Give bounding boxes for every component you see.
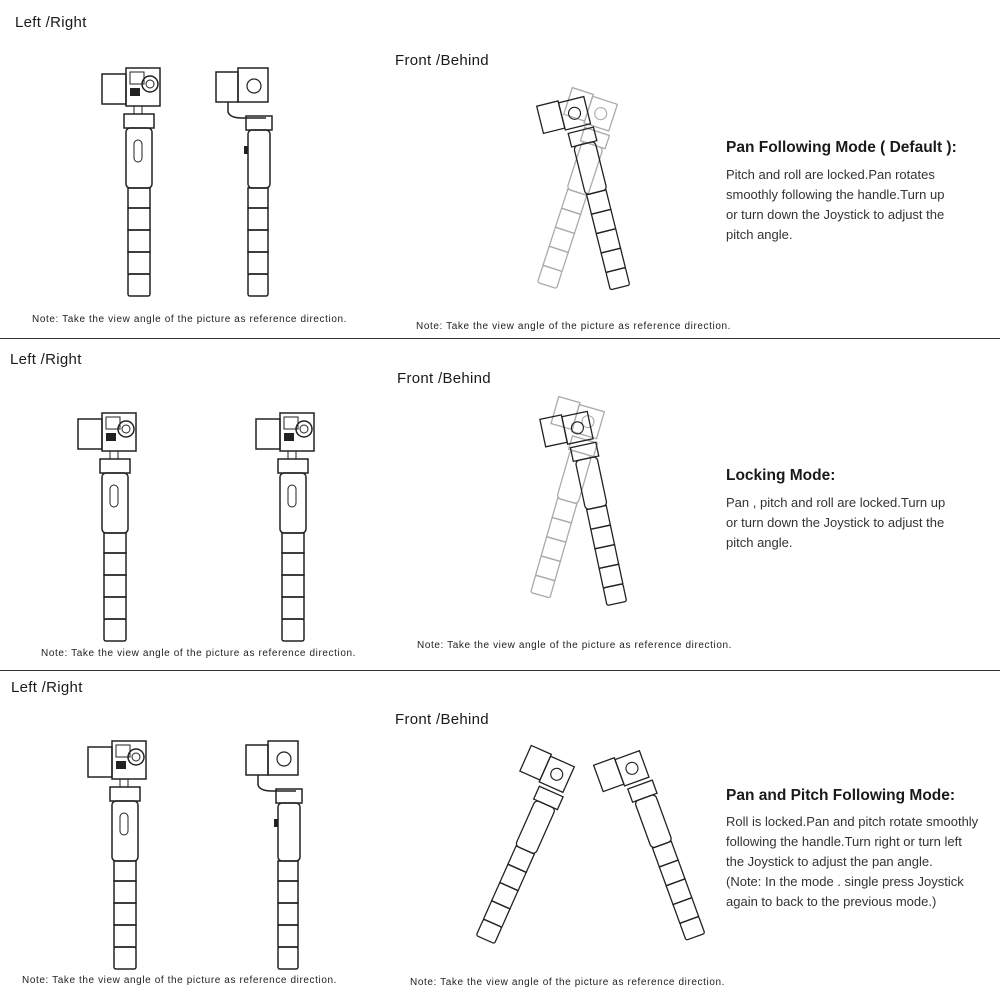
mode-description-line: Pan , pitch and roll are locked.Turn up xyxy=(726,495,946,510)
mode-description-line: (Note: In the mode . single press Joystick xyxy=(726,874,964,889)
gimbal-front-view-illustration xyxy=(100,68,170,298)
front-behind-label: Front /Behind xyxy=(397,370,491,387)
mode-section-pan-following xyxy=(0,0,1000,338)
front-behind-label: Front /Behind xyxy=(395,52,489,69)
mode-description xyxy=(726,165,998,245)
reference-note: Note: Take the view angle of the picture as reference direction. xyxy=(41,648,357,659)
gimbal-tilted-front-illustration xyxy=(560,411,620,611)
mode-description-line: or turn down the Joystick to adjust the xyxy=(726,207,945,222)
mode-description-line: again to back to the previous mode.) xyxy=(726,894,937,909)
mode-description-line: Pitch and roll are locked.Pan rotates xyxy=(726,167,935,182)
mode-description-line: pitch angle. xyxy=(726,535,793,550)
gimbal-front-view-illustration xyxy=(76,413,146,643)
gimbal-front-view-illustration xyxy=(86,741,156,971)
left-right-label: Left /Right xyxy=(10,351,82,368)
gimbal-tilted-front-illustration xyxy=(560,96,620,296)
left-right-label: Left /Right xyxy=(11,679,83,696)
gimbal-tilted-right-illustration xyxy=(626,749,686,949)
gimbal-side-view-illustration xyxy=(246,741,316,971)
front-behind-label: Front /Behind xyxy=(395,711,489,728)
mode-description xyxy=(726,493,998,553)
mode-description-line: pitch angle. xyxy=(726,227,793,242)
mode-description xyxy=(726,812,998,912)
mode-section-pan-pitch-following xyxy=(0,671,1000,1000)
mode-description-line: the Joystick to adjust the pan angle. xyxy=(726,854,933,869)
mode-description-line: or turn down the Joystick to adjust the xyxy=(726,515,945,530)
mode-title: Locking Mode: xyxy=(726,467,836,484)
gimbal-side-view-illustration xyxy=(216,68,286,298)
left-right-label: Left /Right xyxy=(15,14,87,31)
mode-description-line: smoothly following the handle.Turn up xyxy=(726,187,945,202)
mode-section-locking xyxy=(0,339,1000,670)
mode-description-line: Roll is locked.Pan and pitch rotate smoothly xyxy=(726,814,979,829)
reference-note: Note: Take the view angle of the picture as reference direction. xyxy=(410,977,726,988)
reference-note: Note: Take the view angle of the picture as reference direction. xyxy=(22,975,338,986)
reference-note: Note: Take the view angle of the picture as reference direction. xyxy=(32,314,348,325)
reference-note: Note: Take the view angle of the picture as reference direction. xyxy=(417,640,733,651)
reference-note: Note: Take the view angle of the picture as reference direction. xyxy=(416,321,732,332)
mode-title: Pan Following Mode ( Default ): xyxy=(726,139,957,156)
gimbal-front-view-illustration xyxy=(254,413,324,643)
mode-title: Pan and Pitch Following Mode: xyxy=(726,787,956,804)
mode-description-line: following the handle.Turn right or turn left xyxy=(726,834,962,849)
gimbal-tilted-left-illustration xyxy=(488,749,548,949)
